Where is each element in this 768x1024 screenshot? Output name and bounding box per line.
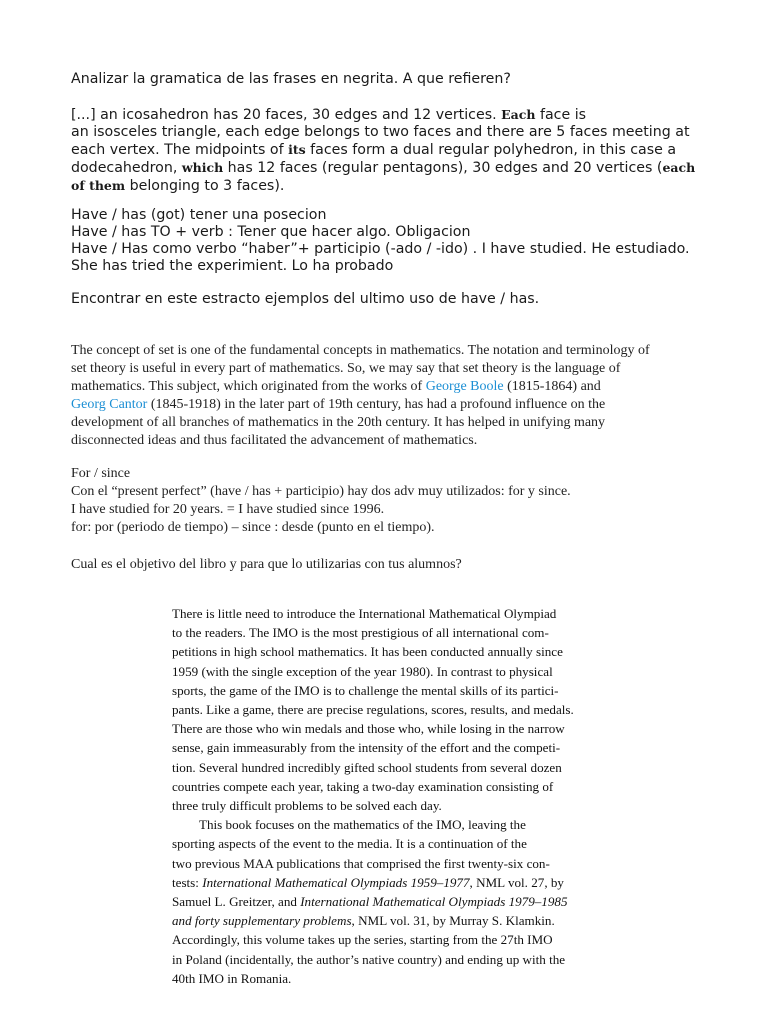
scan-line: tion. Several hundred incredibly gifted school students from several dozen (172, 759, 562, 775)
scan-line: 40th IMO in Romania. (172, 970, 292, 986)
excerpt-line: each vertex. The midpoints of its faces form a dual regular polyhedron, in this case a (71, 142, 677, 158)
bold-word-its: its (288, 142, 306, 157)
paragraph-line: mathematics. This subject, which originated from the works of George Boole (1815-1864) and (71, 379, 601, 394)
scan-line: sports, the game of the IMO is to challenge the mental skills of its partici- (172, 682, 559, 698)
bold-word-each: Each (501, 107, 536, 122)
paragraph-line: The concept of set is one of the fundamental concepts in mathematics. The notation and terminology of (71, 343, 650, 358)
scan-line: tests: International Mathematical Olympiads 1959–1977 , NML vol. 27, by (172, 874, 564, 890)
note-line: Have / has TO + verb : Tener que hacer algo. Obligacion (71, 224, 471, 240)
scan-line: There are those who win medals and those who, while losing in the narrow (172, 721, 565, 737)
paragraph-line: disconnected ideas and thus facilitated the advancement of mathematics. (71, 433, 478, 448)
bold-words-of-them: of them (71, 178, 126, 193)
for-since-notes (71, 465, 571, 537)
scan-line: to the readers. The IMO is the most prestigious of all international com- (172, 625, 549, 641)
george-boole-link[interactable]: George Boole (425, 379, 504, 394)
note-line: For / since (71, 466, 131, 481)
excerpt-line: an isosceles triangle, each edge belongs to two faces and there are 5 faces meeting at (71, 124, 690, 140)
set-theory-paragraph (71, 342, 650, 450)
scan-line: sporting aspects of the event to the media. It is a continuation of the (172, 836, 527, 852)
georg-cantor-link[interactable]: Georg Cantor (71, 397, 148, 412)
excerpt-line: of them belonging to 3 faces). (71, 178, 285, 194)
question-analyze-grammar: Analizar la gramatica de las frases en negrita. A que refieren? (71, 71, 511, 87)
scan-line: in Poland (incidentally, the author’s native country) and ending up with the (172, 951, 566, 967)
paragraph-line: development of all branches of mathematics in the 20th century. It has helped in unifying many (71, 415, 606, 430)
paragraph-line: set theory is useful in every part of mathematics. So, we may say that set theory is the language of (71, 361, 621, 376)
scan-line: This book focuses on the mathematics of the IMO, leaving the (199, 817, 526, 833)
scan-line: petitions in high school mathematics. It has been conducted annually since (172, 644, 563, 660)
paragraph-line: Georg Cantor (1845-1918) in the later part of 19th century, has had a profound influence on the (71, 397, 606, 412)
scan-line: There is little need to introduce the International Mathematical Olympiad (172, 606, 557, 621)
scanned-book-excerpt (172, 604, 586, 990)
excerpt-line: dodecahedron, which has 12 faces (regular pentagons), 30 edges and 20 vertices (each (71, 160, 696, 176)
bold-word-which: which (181, 160, 224, 175)
scan-line: 1959 (with the single exception of the year 1980). In contrast to physical (172, 663, 553, 679)
note-line: I have studied for 20 years. = I have studied since 1996. (71, 502, 385, 517)
excerpt-line: [...] an icosahedron has 20 faces, 30 edges and 12 vertices. Each face is (71, 107, 587, 123)
scan-line: two previous MAA publications that comprised the first twenty-six con- (172, 855, 550, 871)
icosahedron-excerpt (71, 106, 695, 195)
scan-line: Accordingly, this volume takes up the series, starting from the 27th IMO (172, 932, 553, 948)
scan-line: three truly difficult problems to be solved each day. (172, 798, 442, 814)
note-line: Have / Has como verbo “haber”+ participio (-ado / -ido) . I have studied. He estudiado. (71, 241, 690, 257)
scan-line: sense, gain immeasurably from the intensity of the effort and the competi- (172, 740, 561, 756)
question-book-objective: Cual es el objetivo del libro y para que lo utilizarias con tus alumnos? (71, 557, 462, 572)
note-line: Have / has (got) tener una posecion (71, 207, 327, 223)
scan-line: pants. Like a game, there are precise regulations, scores, results, and medals. (172, 702, 574, 718)
scan-line: countries compete each year, taking a two-day examination consisting of (172, 778, 554, 794)
scan-line: and forty supplementary problems , NML vol. 31, by Murray S. Klamkin. (172, 913, 555, 929)
bold-word-each: each (662, 160, 696, 175)
note-line: for: por (periodo de tiempo) – since : desde (punto en el tiempo). (71, 520, 435, 535)
note-line: She has tried the experimient. Lo ha probado (71, 258, 394, 274)
question-find-examples: Encontrar en este estracto ejemplos del ultimo uso de have / has. (71, 291, 540, 307)
scan-line: Samuel L. Greitzer, and International Mathematical Olympiads 1979–1985 (172, 894, 568, 910)
have-has-notes (71, 207, 690, 275)
note-line: Con el “present perfect” (have / has + participio) hay dos adv muy utilizados: for y since. (71, 484, 571, 499)
